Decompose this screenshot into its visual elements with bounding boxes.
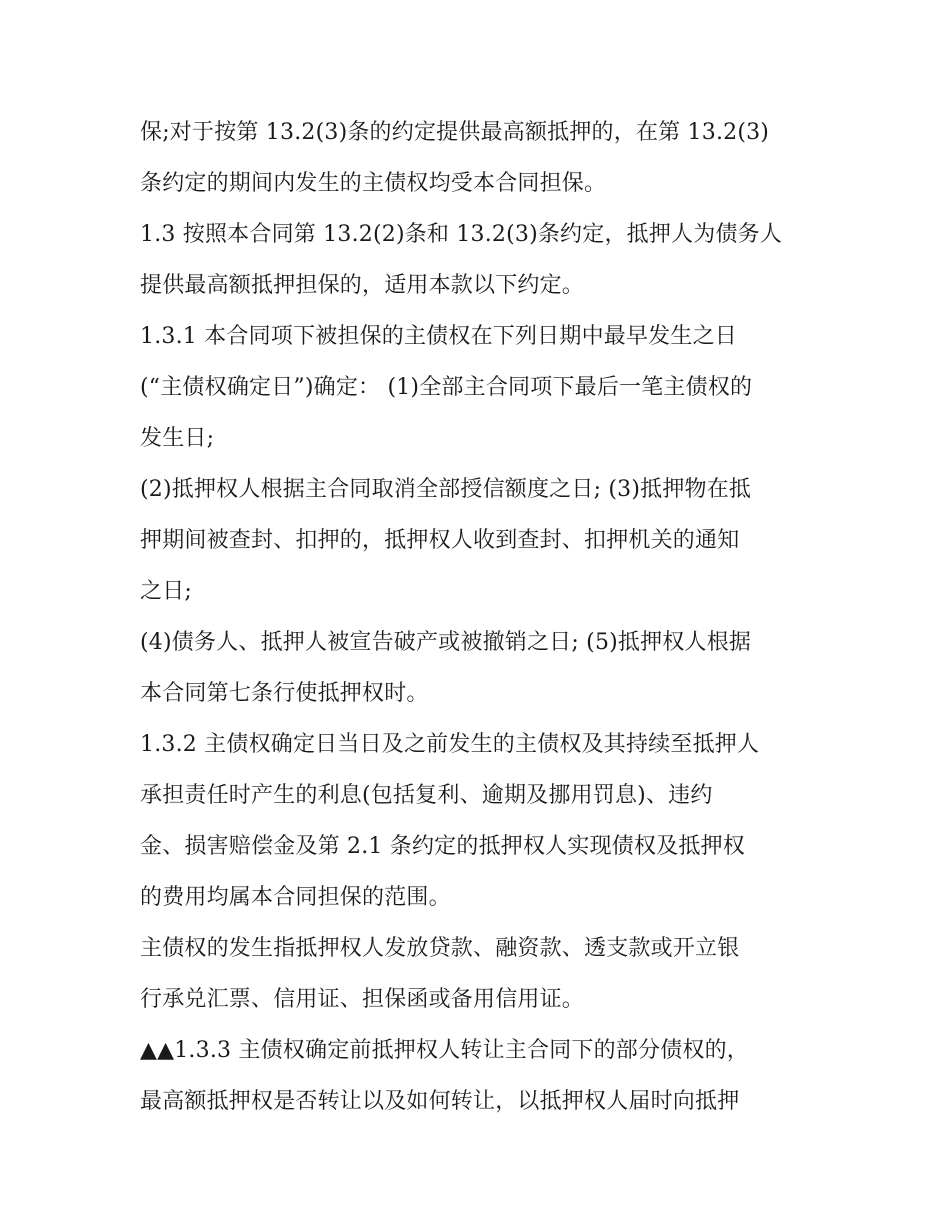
text-line: 承担责任时产生的利息(包括复利、逾期及挪用罚息)、违约 xyxy=(140,783,713,808)
text-line: 发生日; xyxy=(140,426,215,451)
text-line: 1.3 按照本合同第 13.2(2)条和 13.2(3)条约定，抵押人为债务人 xyxy=(140,222,783,247)
text-line: 行承兑汇票、信用证、担保函或备用信用证。 xyxy=(140,987,585,1012)
text-line: 1.3.1 本合同项下被担保的主债权在下列日期中最早发生之日 xyxy=(140,324,737,349)
text-line: 主债权的发生指抵押权人发放贷款、融资款、透支款或开立银 xyxy=(140,936,740,961)
text-line: 的费用均属本合同担保的范围。 xyxy=(140,885,451,910)
text-line: 押期间被查封、扣押的，抵押权人收到查封、扣押机关的通知 xyxy=(140,528,740,553)
text-line: 提供最高额抵押担保的，适用本款以下约定。 xyxy=(140,273,585,298)
text-line: 本合同第七条行使抵押权时。 xyxy=(140,681,429,706)
text-line: ▲▲1.3.3 主债权确定前抵押权人转让主合同下的部分债权的， xyxy=(140,1038,750,1063)
text-line: (“主债权确定日”)确定： (1)全部主合同项下最后一笔主债权的 xyxy=(140,375,753,400)
text-line: 1.3.2 主债权确定日当日及之前发生的主债权及其持续至抵押人 xyxy=(140,732,760,757)
text-line: 金、损害赔偿金及第 2.1 条约定的抵押权人实现债权及抵押权 xyxy=(140,834,745,859)
text-line: 保;对于按第 13.2(3)条的约定提供最高额抵押的，在第 13.2(3) xyxy=(140,120,770,145)
text-line: (2)抵押权人根据主合同取消全部授信额度之日; (3)抵押物在抵 xyxy=(140,477,752,502)
text-line: 条约定的期间内发生的主债权均受本合同担保。 xyxy=(140,171,607,196)
text-line: 最高额抵押权是否转让以及如何转让，以抵押权人届时向抵押 xyxy=(140,1089,740,1114)
document-body xyxy=(140,107,820,1127)
text-line: (4)债务人、抵押人被宣告破产或被撤销之日; (5)抵押权人根据 xyxy=(140,630,752,655)
text-line: 之日; xyxy=(140,579,193,604)
